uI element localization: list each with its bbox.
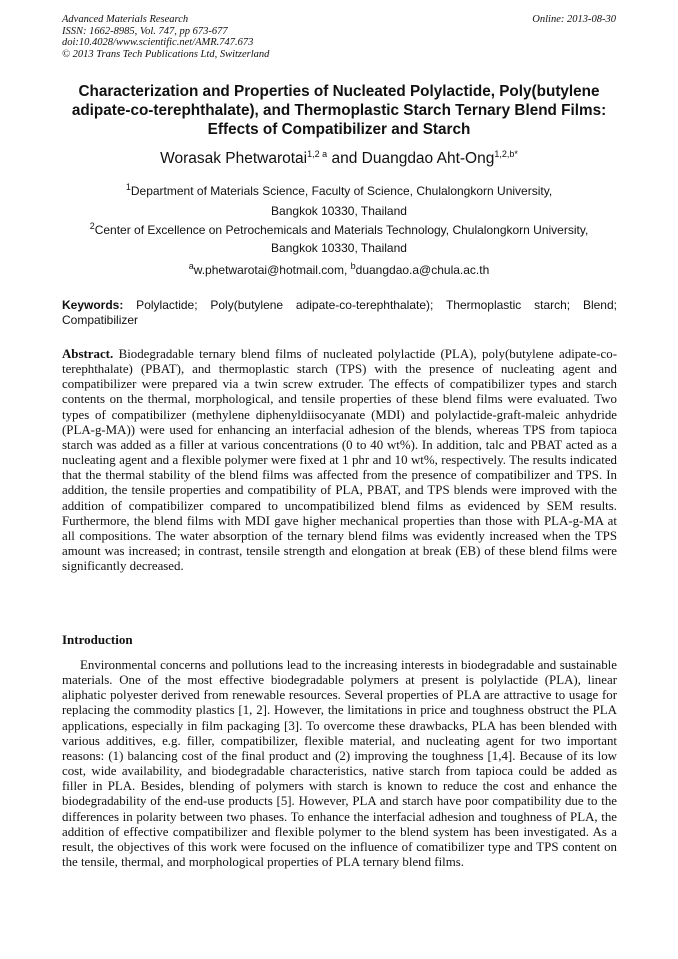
abstract <box>62 347 617 574</box>
paper-title: Characterization and Properties of Nucleated Polylactide, Poly(butylene adipate-co-terephthalate), and Thermoplastic Starch Ternary Blend Films: Effects of Compatibilizer and Starch <box>71 83 607 138</box>
author-2: Duangdao Aht-Ong <box>361 150 495 167</box>
affiliation-1-line1: Department of Materials Science, Faculty of Science, Chulalongkorn University, <box>130 184 553 198</box>
introduction-text: Environmental concerns and pollutions lead to the increasing interests in biodegradable and sustainable materials. One of the most effective biodegradable polymers at present is polylactide (PLA), linear aliphatic polyester derived from renewable resources. Several properties of PLA are attractive to usage for replacing the commodity plastics [1, 2]. However, the limitations in price and toughness obstruct the PLA applications, especially in film packaging [3]. To overcome these drawbacks, PLA has been blended with various additives, e.g. filler, compatibilizer, flexible material, and nucleating agent for two important reasons: (1) balancing cost of the final product and (2) improving the toughness [1,4]. Because of its low cost, wide availability, and biodegradable characteristics, native starch from tapioca could be added as filler in PLA. Besides, blending of polymers with starch is known to reduce the cost and enhance the biodegradability of the end-use products [5]. However, PLA and starch have poor compatibility due to the differences in polarity between two phases. To enhance the interfacial adhesion and toughness of PLA, the addition of effective compatibilizer and flexible polymer to the blend system has been investigated. As a result, the objectives of this work were focused on the influence of comatibilizer type and TPS content on the tensile, thermal, and morphological properties of PLA ternary blend films. <box>62 658 617 870</box>
author-line <box>40 149 638 169</box>
author-conjunction: and <box>327 150 362 167</box>
abstract-label: Abstract. <box>62 347 114 361</box>
copyright-line: © 2013 Trans Tech Publications Ltd, Switzerland <box>62 48 270 60</box>
doi-line: doi:10.4028/www.scientific.net/AMR.747.673 <box>62 37 254 48</box>
author-1-affil: 1,2 a <box>307 148 328 159</box>
email-a: w.phetwarotai@hotmail.com, <box>193 263 351 277</box>
affiliation-1 <box>40 181 638 221</box>
issn-line: ISSN: 1662-8985, Vol. 747, pp 673-677 <box>62 25 228 37</box>
email-a-marker: a <box>188 261 194 271</box>
affiliation-2-line2: Bangkok 10330, Thailand <box>271 240 407 255</box>
introduction-heading: Introduction <box>62 632 133 647</box>
keywords <box>62 298 617 328</box>
journal-name: Advanced Materials Research <box>62 14 189 25</box>
online-date: Online: 2013-08-30 <box>532 14 616 25</box>
affiliation-1-marker: 1 <box>125 182 131 192</box>
author-1: Worasak Phetwarotai <box>160 150 308 167</box>
keywords-label: Keywords: <box>62 298 124 312</box>
keywords-text: Polylactide; Poly(butylene adipate-co-terephthalate); Thermoplastic starch; Blend; Compatibilizer <box>62 298 617 327</box>
affiliation-2-marker: 2 <box>89 221 95 231</box>
email-b: duangdao.a@chula.ac.th <box>355 263 490 277</box>
affiliation-1-line2: Bangkok 10330, Thailand <box>271 204 407 218</box>
abstract-text: Biodegradable ternary blend films of nucleated polylactide (PLA), poly(butylene adipate-co-terephthalate) (PBAT), and thermoplastic starch (TPS) with the presence of nucleating agent and compatibilizer were prepared via a twin screw extruder. The effects of compatibilizer types and starch contents on the thermal, morphological, and tensile properties of these blend films were evaluated. Two types of compatibilizer (methylene diphenyldiisocyanate (MDI) and polylactide-graft-maleic anhydride (PLA-g-MA)) were used for enhancing an interfacial adhesion of the blends, whereas TPS from tapioca starch was added as a filler at various concentrations (0 to 40 wt%). In addition, talc and PBAT acted as a nucleating agent and a flexible polymer were fixed at 1 phr and 10 wt%, respectively. The results indicated that the thermal stability of the blend films was affected from the presence of compatibilizer and TPS. In addition, the tensile properties and compatibility of PLA, PBAT, and TPS blends were improved with the addition of compatibilizer compared to uncompatibilized blend films as evidenced by SEM results. Furthermore, the blend films with MDI gave higher mechanical properties than those with PLA-g-MA at all compositions. The water absorption of the ternary blend films was evidently increased when the TPS amount was increased; in contrast, tensile strength and elongation at break (EB) of these blend films were significantly decreased. <box>62 347 617 574</box>
affiliation-2 <box>40 222 638 257</box>
email-line <box>40 260 638 280</box>
journal-header <box>62 14 616 60</box>
affiliation-2-line1: Center of Excellence on Petrochemicals and Materials Technology, Chulalongkorn University, <box>94 223 589 237</box>
email-b-marker: b <box>350 261 356 271</box>
author-2-affil: 1,2,b* <box>494 148 518 159</box>
